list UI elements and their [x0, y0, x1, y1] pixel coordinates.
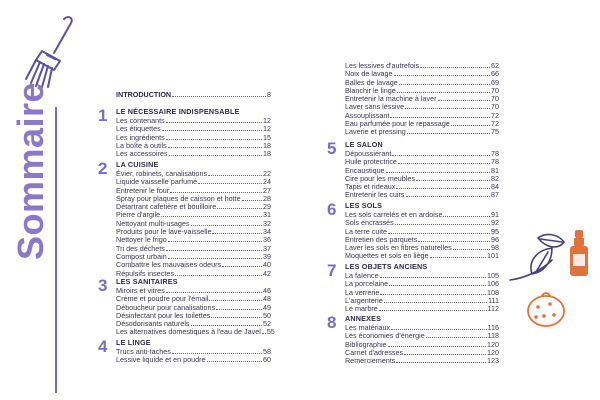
toc-entry-page: 52 [263, 319, 271, 329]
toc-entry-label: Blanchir le linge [345, 85, 396, 95]
toc-entry-label: Détartrant cafetière et bouilloire [116, 202, 217, 212]
leader-dots [262, 333, 266, 334]
toc-entry-label: Compost urbain [116, 251, 167, 261]
toc-entry-label: Les contenants [116, 116, 165, 125]
leader-dots [161, 216, 262, 217]
toc-entry-page: 92 [491, 218, 499, 228]
toc-entry-label: Tapis et rideaux [345, 182, 396, 192]
toc-entry-label: Trucs anti-taches [116, 347, 171, 356]
toc-entry[interactable] [345, 252, 499, 260]
broom-icon [24, 15, 84, 90]
leader-dots [404, 354, 486, 355]
toc-entry-page: 55 [266, 327, 275, 337]
section-title: LE LINGE [116, 338, 151, 347]
leader-dots [418, 241, 490, 242]
section-number: 4 [98, 337, 108, 356]
toc-entry-label: Les accessoires [116, 149, 168, 159]
leader-dots [222, 266, 262, 267]
toc-introduction[interactable] [116, 91, 271, 99]
toc-entry-label: Les lessives d'autrefois [345, 61, 420, 70]
leader-dots [386, 172, 490, 173]
leader-dots [420, 67, 490, 68]
leader-dots [216, 309, 262, 310]
toc-entry-page: 70 [491, 94, 499, 104]
toc-entry-label: La faïence [345, 271, 379, 280]
leader-dots [395, 224, 490, 225]
toc-entry-page: 58 [263, 347, 271, 356]
toc-entry-label: L'argenterie [345, 295, 383, 305]
leader-dots [380, 294, 486, 295]
lemon-icon [522, 290, 570, 330]
toc-entry-label: Cire pour les meubles [345, 173, 415, 183]
toc-entry-label: Balles de lavage [345, 77, 398, 87]
toc-entry-page: 98 [491, 243, 499, 253]
leader-dots [453, 249, 490, 250]
section-number: 3 [98, 276, 108, 295]
leader-dots [396, 188, 490, 189]
leader-dots [166, 139, 262, 140]
toc-entry-label: Carnet d'adresses [345, 347, 404, 357]
toc-entry-label: Désodorisants naturels [116, 319, 190, 329]
toc-entry-label: Les sols carrelés et en ardoise [345, 210, 443, 219]
toc-entry-page: 69 [491, 77, 499, 87]
toc-entry-page: 95 [491, 226, 499, 236]
toc-entry-label: Répulsifs insectes [116, 268, 174, 278]
section-number: 7 [327, 261, 337, 280]
section-title: LE SALON [345, 140, 383, 149]
toc-entry-label: Tri des déchets [116, 243, 165, 253]
leader-dots [407, 133, 490, 134]
toc-entry-label: Dépoussiérant [345, 149, 392, 158]
toc-entry-page: 40 [263, 260, 271, 270]
toc-entry-page: 12 [263, 124, 271, 134]
toc-entry-page: 37 [263, 243, 271, 253]
toc-entry-label: La boîte à outils [116, 140, 167, 150]
section-title: LES SANITAIRES [116, 277, 178, 286]
leader-dots [388, 233, 490, 234]
section-number: 5 [327, 139, 337, 158]
toc-entry-page: 22 [263, 169, 271, 178]
toc-entry-label: Nettoyant multi-usages [116, 218, 190, 228]
toc-entry-label: La porcelaine [345, 279, 389, 289]
divider [55, 107, 57, 393]
toc-entry-page: 66 [491, 69, 499, 79]
leader-dots [451, 125, 490, 126]
toc-entry-page: 36 [263, 235, 271, 245]
toc-entry-label: Miroirs et vitres [116, 286, 165, 295]
toc-entry-label: Évier, robinets, canalisations [116, 169, 208, 178]
toc-entry-label: La terre cuite [345, 226, 387, 236]
toc-entry-page: 82 [491, 173, 499, 183]
toc-entry-page: 78 [491, 149, 499, 158]
toc-entry-page: 120 [487, 339, 499, 349]
leader-dots [390, 117, 490, 118]
toc-entry-page: 81 [491, 165, 499, 175]
toc-entry-label: Entretien des parquets [345, 234, 418, 244]
toc-entry-page: 18 [263, 140, 271, 150]
leader-dots [162, 130, 262, 131]
toc-entry-label: Entretenir les cuirs [345, 190, 405, 200]
toc-entry-page: 42 [263, 268, 271, 278]
toc-entry-page: 96 [491, 234, 499, 244]
toc-entry-label: Les économies d'énergie [345, 331, 425, 341]
toc-entry-page: 29 [263, 202, 271, 212]
toc-entry-page: 70 [491, 85, 499, 95]
toc-entry-label: INTRODUCTION [116, 90, 172, 99]
toc-entry-label: Assouplissant [345, 110, 390, 120]
leader-dots [168, 147, 262, 148]
leader-dots [209, 300, 262, 301]
toc-entry-page: 84 [491, 182, 499, 192]
leader-dots [217, 208, 262, 209]
leader-dots [389, 285, 486, 286]
leader-dots [430, 257, 486, 258]
leader-dots [172, 96, 266, 97]
toc-entry-page: 24 [263, 177, 271, 187]
toc-entry-label: Moquettes et sols en liège [345, 251, 429, 261]
leader-dots [172, 353, 262, 354]
toc-entry-label: Combattre les mauvaises odeurs [116, 260, 222, 270]
toc-entry-label: Les matériaux [345, 323, 391, 332]
toc-entry-label: Produits pour le lave-vaisselle [116, 227, 212, 237]
leader-dots [379, 310, 487, 311]
section-title: LES SOLS [345, 201, 383, 210]
toc-entry-label: La verrerie [345, 287, 380, 297]
toc-entry-page: 91 [491, 210, 499, 219]
toc-entry-label: Eau parfumée pour le repassage [345, 119, 450, 129]
toc-entry-label: Désinfectant pour les toilettes [116, 310, 211, 320]
toc-entry-label: Encaustique [345, 165, 385, 175]
toc-entry-page: 27 [263, 185, 271, 195]
toc-entry-label: Noix de lavage [345, 69, 393, 79]
toc-entry-label: Liquide vaisselle parfumé [116, 177, 198, 187]
toc-entry[interactable] [345, 191, 499, 199]
toc-entry-label: Entretenir le four [116, 185, 170, 195]
section-title: ANNEXES [345, 314, 382, 323]
toc-entry-label: Laverie et pressing [345, 127, 406, 137]
toc-entry-label: Les alternatives domestiques à l'eau de Javel [116, 327, 261, 337]
toc-entry-label: Le marbre [345, 304, 378, 314]
leader-dots [416, 180, 490, 181]
toc-entry[interactable] [345, 305, 499, 313]
toc-entry-label: Bibliographie [345, 339, 387, 349]
toc-entry-page: 46 [263, 286, 271, 295]
section-title: LA CUISINE [116, 160, 159, 169]
leader-dots [394, 75, 490, 76]
toc-entry-label: Sols encrassés [345, 218, 394, 228]
toc-entry[interactable] [116, 356, 271, 364]
toc-entry-page: 62 [491, 61, 499, 70]
leaves-bottle-icon [506, 222, 596, 294]
section-number: 2 [98, 159, 108, 178]
toc-entry-page: 108 [487, 287, 499, 297]
toc-entry-page: 105 [487, 271, 499, 280]
toc-entry-label: Déboucheur pour canalisations [116, 302, 216, 312]
leader-dots [396, 362, 486, 363]
toc-entry-page: 123 [487, 356, 499, 366]
toc-entry-label: Crème et poudre pour l'émail [116, 294, 209, 304]
toc-entry-label: Huile protectrice [345, 157, 397, 167]
toc-entry-page: 116 [487, 323, 499, 332]
toc-entry-label: Lessive liquide et en poudre [116, 355, 206, 365]
leader-dots [398, 163, 490, 164]
leader-dots [191, 225, 262, 226]
leader-dots [191, 325, 262, 326]
leader-dots [380, 277, 486, 278]
toc-entry-page: 106 [487, 279, 499, 289]
toc-entry-page: 78 [491, 157, 499, 167]
leader-dots [384, 302, 487, 303]
leader-dots [391, 329, 486, 330]
leader-dots [212, 233, 262, 234]
toc-entry-page: 31 [263, 210, 271, 220]
toc-entry-page: 75 [491, 127, 499, 137]
leader-dots [211, 317, 262, 318]
toc-entry-page: 8 [267, 90, 271, 99]
leader-dots [169, 155, 262, 156]
section-title: LE NÉCESSAIRE INDISPENSABLE [116, 107, 240, 116]
leader-dots [166, 122, 262, 123]
toc-entry-label: Remerciements [345, 356, 396, 366]
leader-dots [242, 200, 262, 201]
toc-entry-page: 28 [263, 193, 271, 203]
toc-entry-label: Nettoyer le frigo [116, 235, 167, 245]
page-title: Sommaire [10, 81, 51, 260]
toc-entry-label: Pierre d'argile [116, 210, 161, 220]
toc-entry-page: 50 [263, 310, 271, 320]
leader-dots [399, 84, 490, 85]
toc-entry-page: 39 [263, 251, 271, 261]
leader-dots [388, 346, 486, 347]
leader-dots [207, 361, 262, 362]
leader-dots [392, 155, 490, 156]
toc-entry[interactable] [345, 357, 499, 365]
toc-entry-label: Spray pour plaques de caisson et hotte [116, 193, 241, 203]
leader-dots [397, 92, 490, 93]
toc-entry-page: 101 [487, 251, 499, 261]
toc-entry-page: 32 [263, 218, 271, 228]
toc-entry-label: Laver les sols en fibres naturelles [345, 243, 452, 253]
leader-dots [168, 241, 262, 242]
leader-dots [208, 175, 262, 176]
toc-section-4-continued [345, 62, 499, 137]
toc-entry[interactable] [345, 128, 499, 136]
leader-dots [168, 258, 262, 259]
section-number: 1 [98, 106, 108, 125]
leader-dots [198, 183, 262, 184]
toc-entry-page: 49 [263, 302, 271, 312]
toc-entry-label: Entretenir la machine à laver [345, 94, 437, 104]
toc-entry[interactable] [116, 150, 271, 158]
toc-entry-page: 72 [491, 110, 499, 120]
toc-entry[interactable] [116, 327, 275, 337]
leader-dots [406, 196, 490, 197]
leader-dots [405, 108, 490, 109]
toc-entry-page: 70 [491, 102, 499, 112]
toc-entry-page: 87 [491, 190, 499, 200]
toc-entry-page: 72 [491, 119, 499, 129]
leader-dots [426, 337, 487, 338]
toc-entry-page: 18 [263, 149, 271, 159]
section-number: 8 [327, 313, 337, 332]
leader-dots [170, 192, 262, 193]
toc-entry-page: 120 [487, 347, 499, 357]
toc-entry-page: 60 [263, 355, 271, 365]
toc-entry-page: 118 [487, 331, 499, 341]
toc-entry-page: 48 [263, 294, 271, 304]
leader-dots [443, 216, 490, 217]
toc-entry-label: Laver sans lessive [345, 102, 405, 112]
leader-dots [438, 100, 491, 101]
section-title: LES OBJETS ANCIENS [345, 262, 428, 271]
toc-entry-page: 111 [488, 295, 499, 305]
toc-entry-label: Les ingrédients [116, 132, 165, 142]
toc-entry-page: 112 [487, 304, 499, 314]
toc-entry-label: Les étiquettes [116, 124, 161, 134]
toc-entry-page: 15 [263, 132, 271, 142]
leader-dots [166, 250, 262, 251]
leader-dots [166, 292, 262, 293]
section-number: 6 [327, 200, 337, 219]
toc-entry-page: 12 [263, 116, 271, 125]
leader-dots [175, 275, 262, 276]
toc-entry-page: 34 [263, 227, 271, 237]
